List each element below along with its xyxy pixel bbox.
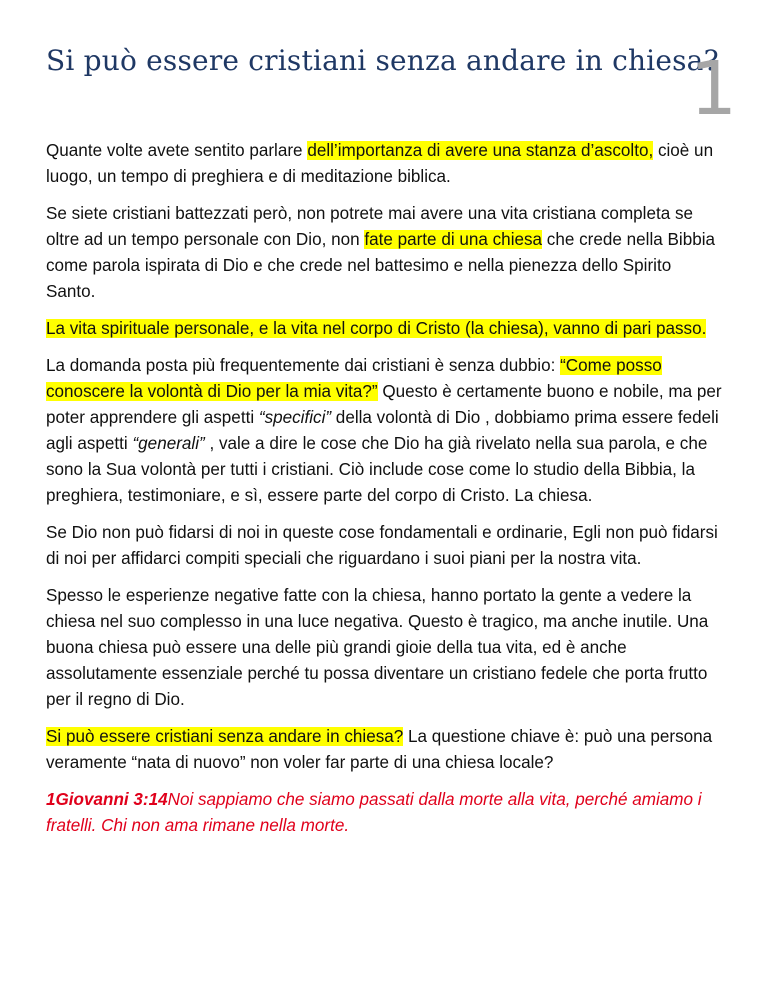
- paragraph-text: Quante volte avete sentito parlare: [46, 141, 308, 160]
- verse-reference: 1Giovanni 3:14: [46, 790, 168, 809]
- paragraph-esperienze-negative: [46, 583, 722, 713]
- page-number: 1: [690, 46, 738, 132]
- paragraph-volonta-di-dio: [46, 353, 722, 509]
- document-title: Si può essere cristiani senza andare in chiesa?: [46, 44, 719, 77]
- italic-text: “specifici”: [258, 408, 332, 427]
- paragraph-vita-spirituale: [46, 316, 722, 342]
- highlighted-text: La vita spirituale personale, e la vita nel corpo di Cristo (la chiesa), vanno di pari passo.: [46, 319, 707, 338]
- paragraph-text: Questo è certamente buono e nobile, ma per poter apprendere gli aspetti: [46, 382, 722, 427]
- highlighted-text: dell’importanza di avere una stanza d’ascolto,: [307, 141, 654, 160]
- paragraph-text: Se siete cristiani battezzati però, non potrete mai avere una vita cristiana completa se oltre ad un tempo personale con Dio, non: [46, 204, 694, 249]
- paragraph-questione-chiave: [46, 724, 722, 776]
- verse-text: Noi sappiamo che siamo passati dalla morte alla vita, perché amiamo i fratelli. Chi non ama rimane nella morte.: [46, 790, 702, 835]
- paragraph-text: La domanda posta più frequentemente dai cristiani è senza dubbio:: [46, 356, 561, 375]
- paragraph-text: cioè un luogo, un tempo di preghiera e di meditazione biblica.: [46, 141, 714, 186]
- document-body: [46, 138, 722, 850]
- italic-text: “generali”: [132, 434, 205, 453]
- highlighted-text: Si può essere cristiani senza andare in chiesa?: [46, 727, 404, 746]
- paragraph-text: Se Dio non può fidarsi di noi in queste cose fondamentali e ordinarie, Egli non può fidarsi di noi per affidarci compiti speciali che riguardano i suoi piani per la nostra vita.: [46, 523, 718, 568]
- paragraph-text: La questione chiave è: può una persona veramente “nata di nuovo” non voler far parte di una chiesa locale?: [46, 727, 713, 772]
- paragraph-fidarsi: [46, 520, 722, 572]
- paragraph-text: Spesso le esperienze negative fatte con la chiesa, hanno portato la gente a vedere la chiesa nel suo complesso in una luce negativa. Questo è tragico, ma anche inutile. Una buona chiesa può essere una delle più grandi gioie della tua vita, ed è anche assolutamente essenziale perché tu possa diventare un cristiano fedele che porta frutto per il regno di Dio.: [46, 586, 709, 709]
- highlighted-text: “Come posso conoscere la volontà di Dio per la mia vita?”: [46, 356, 662, 401]
- paragraph-battezzati: [46, 201, 722, 305]
- paragraph-text: che crede nella Bibbia come parola ispirata di Dio e che crede nel battesimo e nella pienezza dello Spirito Santo.: [46, 230, 716, 301]
- paragraph-text: , vale a dire le cose che Dio ha già rivelato nella sua parola, e che sono la Sua volontà per tutti i cristiani. Ciò include cose come lo studio della Bibbia, la preghiera, testimoniare, e sì, essere parte del corpo di Cristo. La chiesa.: [46, 434, 708, 505]
- paragraph-text: della volontà di Dio , dobbiamo prima essere fedeli agli aspetti: [46, 408, 719, 453]
- bible-verse: [46, 787, 722, 839]
- highlighted-text: fate parte di una chiesa: [364, 230, 543, 249]
- paragraph-stanza-ascolto: [46, 138, 722, 190]
